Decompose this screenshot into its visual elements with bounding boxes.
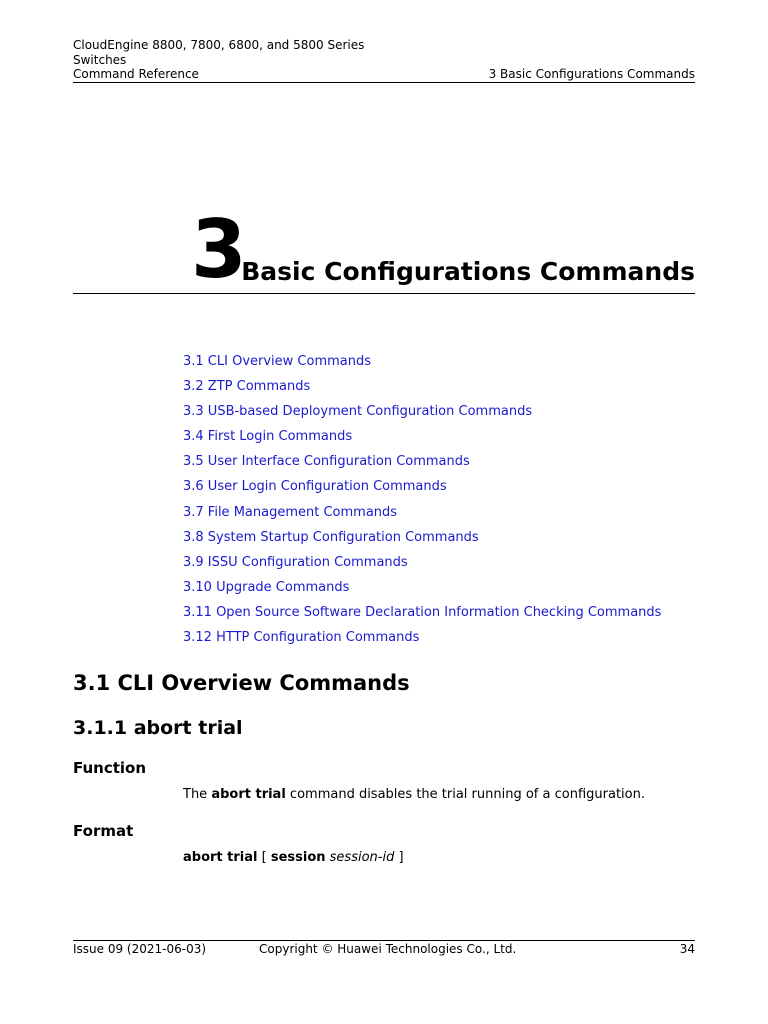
chapter-toc xyxy=(183,352,661,653)
toc-item xyxy=(183,352,661,377)
toc-item xyxy=(183,553,661,578)
toc-link-user-login[interactable]: 3.6 User Login Configuration Commands xyxy=(183,479,447,495)
page-number: 34 xyxy=(679,942,695,956)
header-doc-title: Command Reference xyxy=(73,67,199,81)
function-text-pre: The xyxy=(183,787,212,802)
page-footer xyxy=(73,941,695,957)
toc-item xyxy=(183,628,661,653)
format-parameter: session-id xyxy=(329,850,395,865)
format-bracket-close: ] xyxy=(394,850,404,865)
header-product-line: CloudEngine 8800, 7800, 6800, and 5800 Series xyxy=(73,38,365,52)
section-heading: 3.1 CLI Overview Commands xyxy=(73,671,410,695)
toc-link-open-source[interactable]: 3.11 Open Source Software Declaration Information Checking Commands xyxy=(183,604,662,620)
command-name: abort trial xyxy=(211,787,286,802)
subsection-heading: 3.1.1 abort trial xyxy=(73,717,243,739)
header-product-line-2: Switches xyxy=(73,52,127,67)
chapter-title-block xyxy=(73,203,695,296)
toc-link-cli-overview[interactable]: 3.1 CLI Overview Commands xyxy=(183,354,372,369)
toc-item xyxy=(183,603,661,628)
toc-link-user-interface[interactable]: 3.5 User Interface Configuration Commands xyxy=(183,454,470,470)
toc-link-first-login[interactable]: 3.4 First Login Commands xyxy=(183,429,353,445)
function-description xyxy=(183,785,645,805)
toc-link-usb-deployment[interactable]: 3.3 USB-based Deployment Configuration Commands xyxy=(183,404,533,420)
page-header xyxy=(73,38,695,82)
chapter-title: Basic Configurations Commands xyxy=(241,257,695,286)
chapter-divider xyxy=(73,293,695,294)
function-text-post: command disables the trial running of a configuration. xyxy=(285,787,645,802)
toc-item xyxy=(183,452,661,477)
format-bracket-open: [ xyxy=(257,850,271,865)
toc-link-issu[interactable]: 3.9 ISSU Configuration Commands xyxy=(183,554,408,570)
function-heading: Function xyxy=(73,759,147,777)
toc-item xyxy=(183,528,661,553)
toc-link-file-management[interactable]: 3.7 File Management Commands xyxy=(183,504,398,520)
toc-item xyxy=(183,402,661,427)
toc-link-system-startup[interactable]: 3.8 System Startup Configuration Commands xyxy=(183,529,479,545)
toc-item xyxy=(183,578,661,603)
chapter-number: 3 xyxy=(191,203,247,296)
toc-item xyxy=(183,477,661,502)
toc-item xyxy=(183,377,661,402)
toc-item xyxy=(183,427,661,452)
toc-link-ztp[interactable]: 3.2 ZTP Commands xyxy=(183,379,311,395)
header-row xyxy=(73,67,695,82)
toc-link-http[interactable]: 3.12 HTTP Configuration Commands xyxy=(183,630,420,646)
footer-issue: Issue 09 (2021-06-03) xyxy=(73,942,207,956)
command-format xyxy=(183,848,404,868)
format-heading: Format xyxy=(73,822,134,840)
format-command: abort trial xyxy=(183,850,258,865)
header-chapter-title: 3 Basic Configurations Commands xyxy=(488,67,695,81)
footer-copyright: Copyright © Huawei Technologies Co., Ltd. xyxy=(259,942,517,956)
header-divider xyxy=(73,82,695,83)
format-keyword: session xyxy=(270,850,326,865)
toc-item xyxy=(183,503,661,528)
toc-link-upgrade[interactable]: 3.10 Upgrade Commands xyxy=(183,579,350,595)
